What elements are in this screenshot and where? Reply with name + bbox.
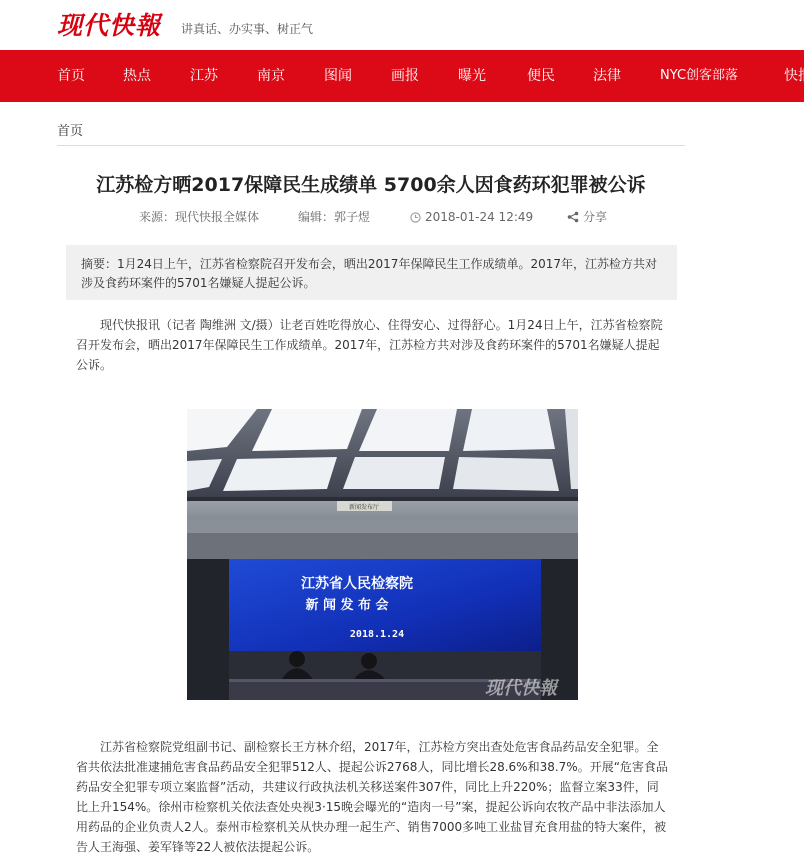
clock-icon [410, 212, 421, 223]
photo-screen-title: 江苏省人民检察院 [301, 576, 413, 592]
breadcrumb[interactable]: 首页 [57, 124, 84, 139]
photo-screen-date: 2018.1.24 [349, 629, 405, 640]
press-conference-photo [187, 409, 578, 700]
site-slogan: 讲真话、办实事、树正气 [181, 22, 314, 36]
nav-item-hot[interactable]: 热点 [123, 68, 151, 84]
share-label: 分享 [583, 210, 608, 224]
nav-item-exposure[interactable]: 曝光 [458, 68, 486, 84]
share-button[interactable] [567, 208, 607, 226]
article-summary: 摘要：1月24日上午，江苏省检察院召开发布会，晒出2017年保障民生工作成绩单。2017年，江苏检方共对涉及食药环案件的5701名嫌疑人提起公诉。 [66, 245, 677, 300]
site-logo[interactable]: 现代快報 [57, 11, 162, 40]
photo-screen-subtitle: 新 闻 发 布 会 [305, 598, 389, 613]
site-header [0, 0, 804, 50]
nav-item-law[interactable]: 法律 [593, 68, 621, 84]
photo-watermark: 现代快報 [485, 678, 557, 699]
nav-item-nanjing[interactable]: 南京 [257, 68, 285, 84]
article-paragraph-2: 江苏省检察院党组副书记、副检察长王方林介绍，2017年，江苏检方突出查处危害食品药品安全犯罪。全省共依法批准逮捕危害食品药品安全犯罪512人、提起公诉2768人，同比增长28.6%和38.7%。开展“危害食品药品安全犯罪专项立案监督”活动，共建议行政执法机关移送案件307件，同比上升220%；监督立案33件，同比上升154%。徐州市检察机关依法查处央视3·15晚会曝光的“造肉一号”案，提起公诉向农牧产品中非法添加人用药品的企业负责人2人。泰州市检察机关从快办理一起生产、销售7000多吨工业盐冒充食用盐的特大案件，被告人王海强、姜军锋等22人被依法提起公诉。 [76, 740, 668, 854]
article-source: 来源：现代快报全媒体 [139, 210, 260, 224]
article-datetime [410, 208, 533, 226]
article-editor: 编辑：郭子煜 [298, 210, 371, 224]
datetime-text: 2018-01-24 12:49 [425, 210, 534, 224]
photo-banner-text: 新闻发布厅 [348, 504, 380, 511]
nav-item-nyc-maker[interactable]: NYC创客部落 [660, 68, 739, 83]
article-title: 江苏检方晒2017保障民生成绩单 5700余人因食药环犯罪被公诉 [96, 174, 646, 196]
nav-item-convenience[interactable]: 便民 [527, 68, 555, 84]
share-icon [567, 211, 579, 223]
nav-item-jiangsu[interactable]: 江苏 [190, 68, 218, 84]
nav-item-kuaibao[interactable]: 快报 [784, 68, 812, 84]
nav-item-home[interactable]: 首页 [57, 68, 85, 84]
nav-item-photo-news[interactable]: 图闻 [324, 68, 352, 84]
nav-item-pictorial[interactable]: 画报 [391, 68, 419, 84]
article-photo [187, 409, 578, 700]
article-paragraph-1: 现代快报讯（记者 陶维洲 文/摄）让老百姓吃得放心、住得安心、过得舒心。1月24日上午，江苏省检察院召开发布会，晒出2017年保障民生工作成绩单。2017年，江苏检方共对涉及食药环案件的5701名嫌疑人提起公诉。 [76, 318, 663, 372]
main-nav [0, 50, 812, 102]
breadcrumb-divider [57, 145, 685, 146]
